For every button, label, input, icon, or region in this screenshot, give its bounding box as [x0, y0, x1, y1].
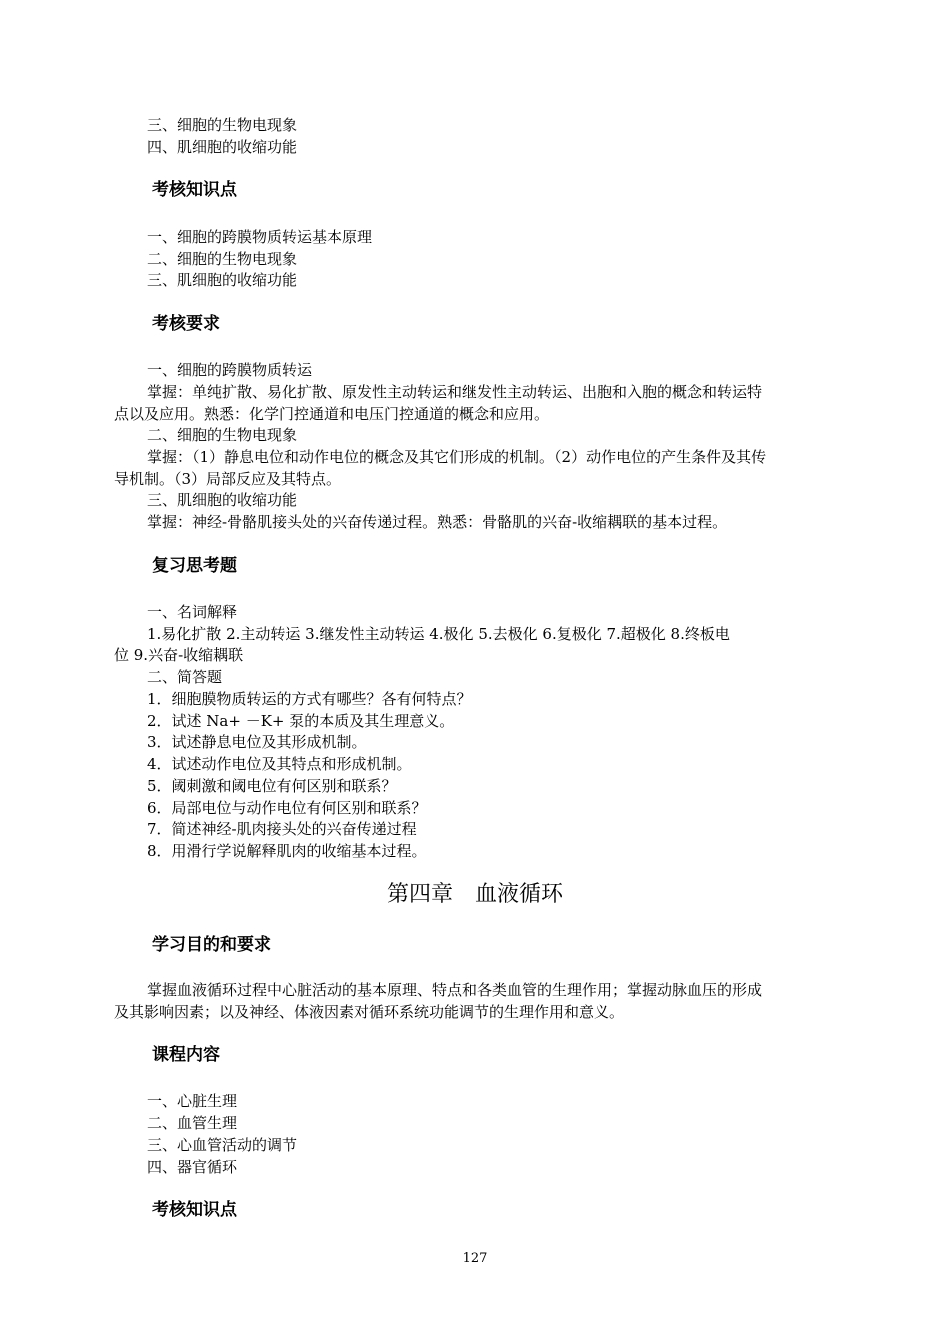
list-item: 四、器官循环	[147, 1158, 238, 1176]
text-line: 位 9.兴奋-收缩耦联	[114, 646, 244, 664]
list-item: 三、心血管活动的调节	[147, 1136, 298, 1154]
list-item: 四、肌细胞的收缩功能	[147, 138, 298, 156]
list-item: 5．阈刺激和阈电位有何区别和联系？	[147, 777, 397, 795]
text-line: 导机制。（3）局部反应及其特点。	[114, 470, 342, 488]
text-line: 及其影响因素；以及神经、体液因素对循环系统功能调节的生理作用和意义。	[114, 1003, 625, 1021]
text-line: 一、名词解释	[147, 603, 238, 621]
chapter-title	[0, 880, 950, 910]
text-line: 掌握血液循环过程中心脏活动的基本原理、特点和各类血管的生理作用；掌握动脉血压的形成	[147, 981, 763, 999]
page-number: 127	[462, 1251, 488, 1266]
section-heading: 考核知识点	[152, 180, 237, 200]
chapter-name: 血液循环	[475, 882, 564, 907]
text-line: 点以及应用。熟悉：化学门控通道和电压门控通道的概念和应用。	[114, 405, 550, 423]
section-heading: 学习目的和要求	[152, 935, 271, 955]
section-heading: 复习思考题	[152, 556, 237, 576]
list-item: 4．试述动作电位及其特点和形成机制。	[147, 755, 412, 773]
list-item: 二、血管生理	[147, 1114, 238, 1132]
text-line: 三、肌细胞的收缩功能	[147, 491, 298, 509]
text-line: 二、简答题	[147, 668, 223, 686]
list-item: 6．局部电位与动作电位有何区别和联系？	[147, 799, 427, 817]
text-line: 掌握：单纯扩散、易化扩散、原发性主动转运和继发性主动转运、出胞和入胞的概念和转运特	[147, 383, 763, 401]
text-line: 掌握：神经-骨骼肌接头处的兴奋传递过程。熟悉：骨骼肌的兴奋-收缩耦联的基本过程。	[147, 513, 728, 531]
chapter-number: 第四章	[386, 882, 453, 907]
list-item: 7．简述神经-肌肉接头处的兴奋传递过程	[147, 820, 417, 838]
text-line: 二、细胞的生物电现象	[147, 426, 298, 444]
list-item: 8．用滑行学说解释肌肉的收缩基本过程。	[147, 842, 427, 860]
list-item: 3．试述静息电位及其形成机制。	[147, 733, 367, 751]
section-heading: 考核知识点	[152, 1200, 237, 1220]
list-item: 三、肌细胞的收缩功能	[147, 271, 298, 289]
section-heading: 课程内容	[152, 1045, 220, 1065]
text-line: 一、细胞的跨膜物质转运	[147, 361, 313, 379]
text-line: 1.易化扩散 2.主动转运 3.继发性主动转运 4.极化 5.去极化 6.复极化 7.超极化 8.终板电	[147, 625, 730, 643]
section-heading: 考核要求	[152, 314, 220, 334]
list-item: 1．细胞膜物质转运的方式有哪些？各有何特点？	[147, 690, 472, 708]
list-item: 二、细胞的生物电现象	[147, 250, 298, 268]
list-item: 一、细胞的跨膜物质转运基本原理	[147, 228, 373, 246]
text-line: 掌握：（1）静息电位和动作电位的概念及其它们形成的机制。（2）动作电位的产生条件及其传	[147, 448, 767, 466]
list-item: 2．试述 Na+ －K+ 泵的本质及其生理意义。	[147, 712, 455, 730]
list-item: 三、细胞的生物电现象	[147, 116, 298, 134]
list-item: 一、心脏生理	[147, 1092, 238, 1110]
